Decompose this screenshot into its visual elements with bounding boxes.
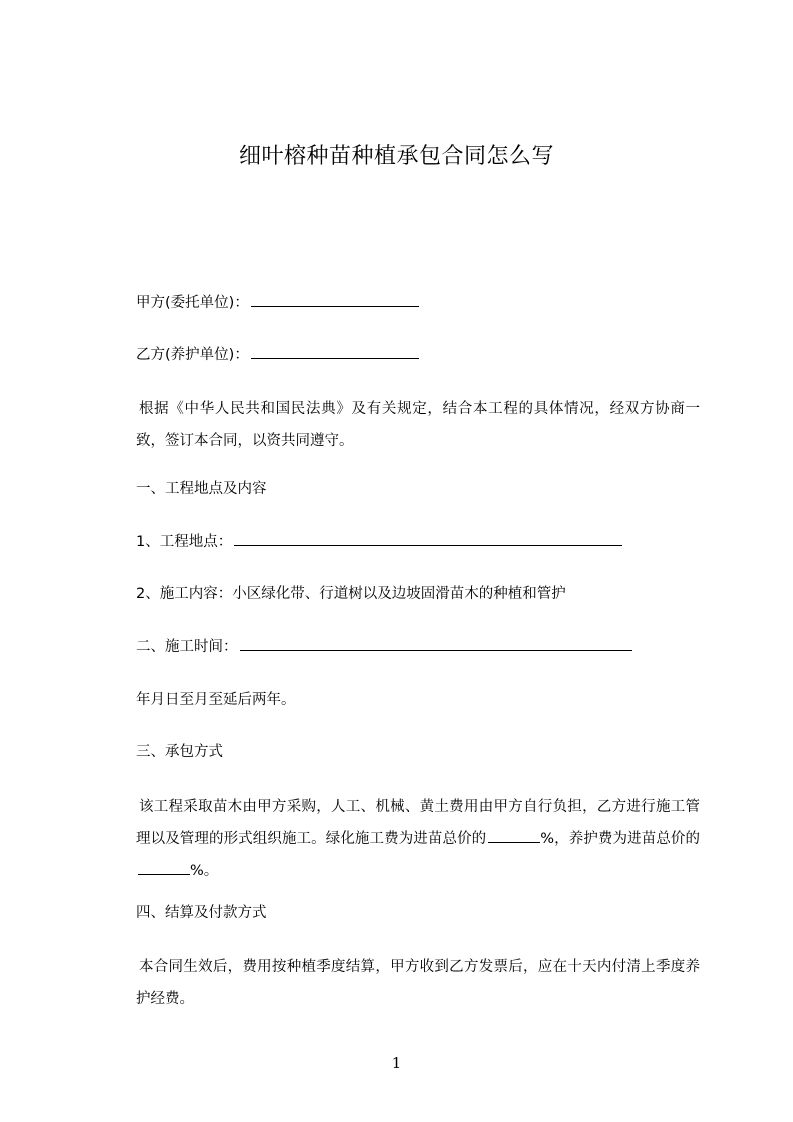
page-number: 1 <box>391 1054 402 1072</box>
section-3-heading: 三、承包方式 <box>136 744 223 760</box>
contract-text-3: %。 <box>190 863 219 879</box>
location-blank <box>234 533 622 546</box>
party-a-line <box>136 292 419 314</box>
section-4-heading: 四、结算及付款方式 <box>136 905 267 921</box>
maintenance-fee-blank <box>138 862 190 875</box>
payment-paragraph: 本合同生效后，费用按种植季度结算，甲方收到乙方发票后，应在十天内付清上季度养护经费。 <box>136 959 700 1007</box>
construction-fee-blank <box>488 830 540 843</box>
section-1-heading: 一、工程地点及内容 <box>136 481 267 497</box>
time-blank <box>240 638 632 651</box>
document-title: 细叶榕种苗种植承包合同怎么写 <box>238 144 554 169</box>
party-b-label: 乙方(养护单位)： <box>136 347 249 363</box>
location-label: 1、工程地点： <box>136 534 233 550</box>
party-a-label: 甲方(委托单位)： <box>136 295 249 311</box>
contract-text-1: 该工程采取苗木由甲方采购，人工、机械、黄土费用由甲方自行负担，乙方进行施工管理以及管理的形式组织施工。绿化施工费为进苗总价的 <box>136 799 700 847</box>
party-b-line <box>136 344 419 366</box>
time-detail: 年月日至月至延后两年。 <box>136 692 296 708</box>
section-2-heading: 二、施工时间： <box>136 639 238 655</box>
contract-paragraph <box>136 791 700 887</box>
location-line <box>136 531 622 553</box>
party-a-blank <box>251 294 419 307</box>
intro-paragraph: 根据《中华人民共和国民法典》及有关规定，结合本工程的具体情况，经双方协商一致，签订本合同，以资共同遵守。 <box>136 401 700 449</box>
contract-text-2: %，养护费为进苗总价的 <box>540 831 701 847</box>
section-2-line <box>136 636 632 658</box>
party-b-blank <box>251 346 419 359</box>
content-line: 2、施工内容：小区绿化带、行道树以及边坡固滑苗木的种植和管护 <box>136 586 566 602</box>
